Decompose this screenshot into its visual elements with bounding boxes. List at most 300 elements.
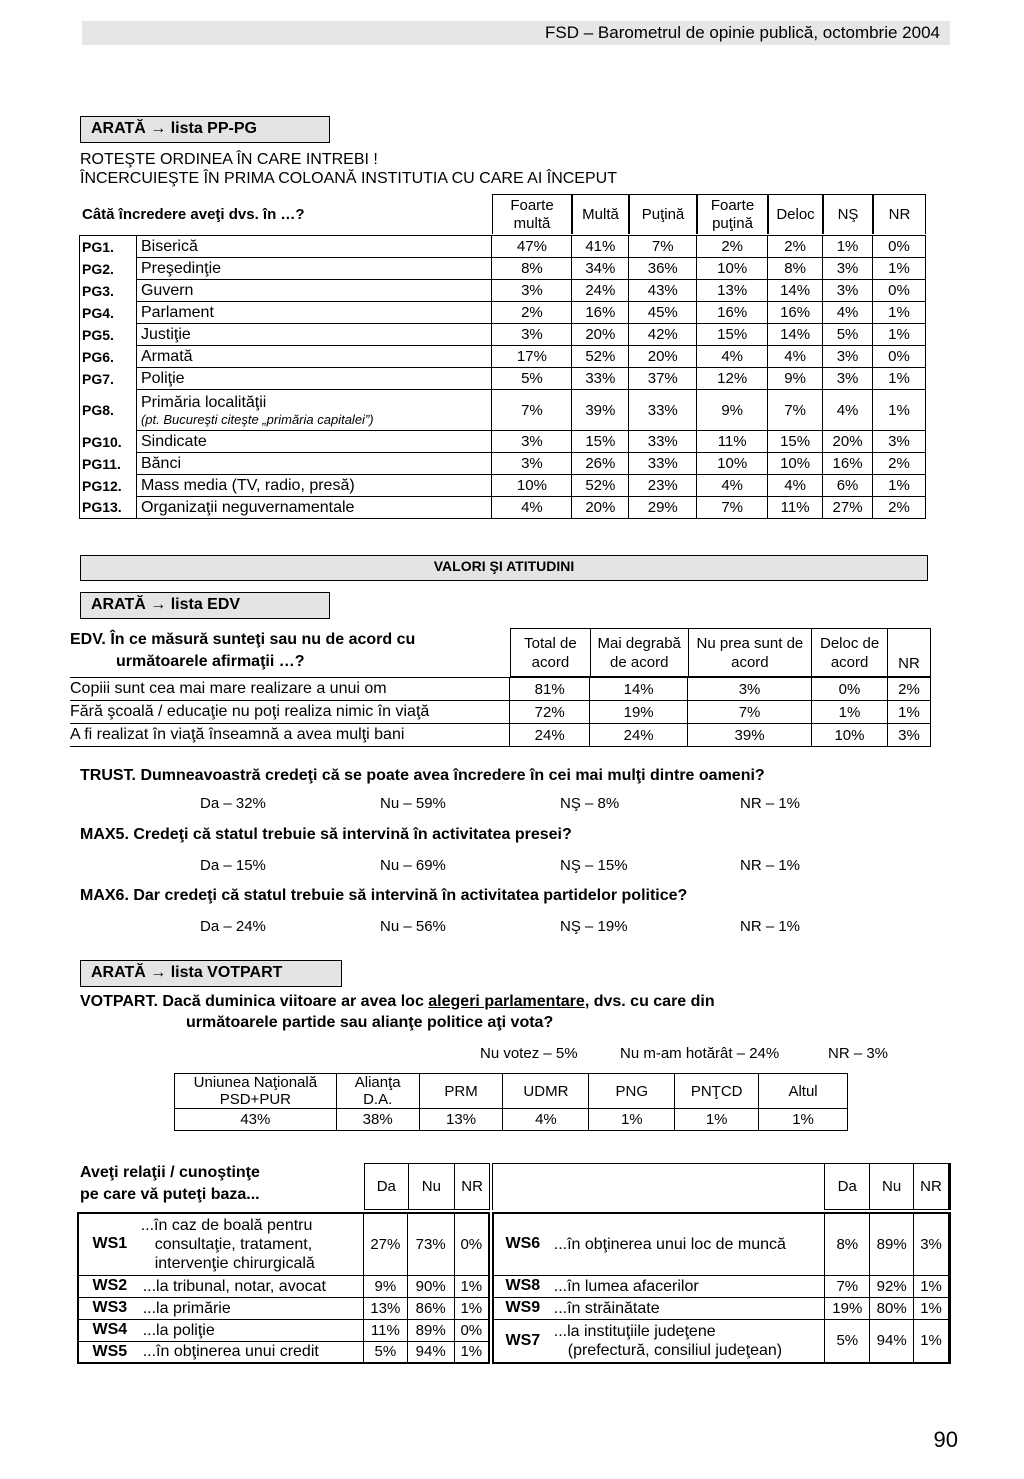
party-name <box>336 1074 419 1109</box>
pp-cell-value: 16% <box>572 302 629 324</box>
ws-cell-value: 89% <box>407 1319 454 1341</box>
edv-table-row <box>70 701 931 724</box>
ws-cell-value: 80% <box>870 1297 914 1319</box>
ws-table-row <box>78 1275 489 1297</box>
ws-row-code: WS8 <box>493 1275 552 1297</box>
edv-question-line1: EDV. În ce măsură sunteţi sau nu de acord cu <box>70 631 416 648</box>
ws-question-line2: pe care vă puteţi baza... <box>80 1186 260 1203</box>
pp-table-row <box>80 258 926 280</box>
pp-cell-value: 7% <box>697 497 768 519</box>
party-name-line1: PRM <box>444 1082 478 1100</box>
pp-row-label-text: Biserică <box>140 237 198 255</box>
votpart-question-line2: următoarele partide sau alianţe politice aţi vota? <box>186 1014 554 1031</box>
party-name-line1: PNŢCD <box>690 1082 743 1100</box>
votpart-table <box>174 1073 848 1131</box>
pp-cell-value: 2% <box>873 453 926 475</box>
pp-row-label <box>136 324 492 346</box>
pp-cell-value: 7% <box>492 390 572 431</box>
edv-col-header: Mai degrabă de acord <box>590 629 688 677</box>
edv-cell-value: 19% <box>590 701 688 724</box>
pp-cell-value: 4% <box>697 346 768 368</box>
pp-cell-value: 8% <box>768 258 823 280</box>
pp-cell-value: 23% <box>629 475 697 497</box>
max5-answer-ns: NŞ – 15% <box>560 857 628 874</box>
pp-table-row <box>80 346 926 368</box>
pp-cell-value: 1% <box>873 390 926 431</box>
edv-cell-value: 7% <box>688 701 812 724</box>
ws-cell-value: 1% <box>914 1275 950 1297</box>
ws-row-code: WS4 <box>78 1319 141 1341</box>
pp-table-row <box>80 302 926 324</box>
ws-cell-value: 7% <box>825 1275 870 1297</box>
pp-cell-value: 24% <box>572 280 629 302</box>
pp-cell-value: 12% <box>697 368 768 390</box>
pp-cell-value: 9% <box>697 390 768 431</box>
ws-row-label <box>141 1319 364 1341</box>
pp-cell-value: 3% <box>492 280 572 302</box>
pp-row-code: PG12. <box>80 475 137 497</box>
pp-row-code: PG8. <box>80 390 137 431</box>
max6-answer-nu: Nu – 56% <box>380 918 446 935</box>
pp-cell-value: 3% <box>492 453 572 475</box>
pp-cell-value: 29% <box>629 497 697 519</box>
pp-cell-value: 8% <box>492 258 572 280</box>
ws-cell-value: 5% <box>363 1341 407 1363</box>
edv-row-label: A fi realizat în viaţă înseamnă a avea mulţi bani <box>70 724 510 747</box>
ws-cell-value: 27% <box>363 1213 407 1275</box>
pp-cell-value: 3% <box>492 324 572 346</box>
party-value: 43% <box>175 1109 337 1131</box>
votpart-extra-nr: NR – 3% <box>828 1045 889 1062</box>
party-value: 38% <box>336 1109 419 1131</box>
pp-cell-value: 20% <box>823 431 873 453</box>
pp-cell-value: 3% <box>823 280 873 302</box>
ws-cell-value: 1% <box>454 1275 489 1297</box>
pp-cell-value: 0% <box>873 236 926 258</box>
pp-cell-value: 1% <box>873 258 926 280</box>
pp-cell-value: 52% <box>572 346 629 368</box>
pp-cell-value: 4% <box>697 475 768 497</box>
edv-cell-value: 24% <box>510 724 590 747</box>
edv-cell-value: 81% <box>510 678 590 701</box>
ws-row-label-line: ...la poliţie <box>142 1321 215 1339</box>
ws-row-label <box>552 1275 825 1297</box>
ws-cell-value: 89% <box>870 1213 914 1275</box>
pp-row-code: PG11. <box>80 453 137 475</box>
party-value: 1% <box>675 1109 759 1131</box>
ws-table-row <box>493 1275 950 1297</box>
ws-cell-value: 9% <box>363 1275 407 1297</box>
pp-cell-value: 15% <box>697 324 768 346</box>
ws-table-row <box>78 1319 489 1341</box>
edv-cell-value: 3% <box>688 678 812 701</box>
pp-cell-value: 1% <box>873 475 926 497</box>
edv-cell-value: 14% <box>590 678 688 701</box>
pp-table-row <box>80 390 926 431</box>
pp-cell-value: 16% <box>768 302 823 324</box>
pp-cell-value: 16% <box>697 302 768 324</box>
pp-row-label-text: Guvern <box>140 281 194 299</box>
pp-cell-value: 3% <box>823 258 873 280</box>
pp-cell-value: 4% <box>768 346 823 368</box>
max5-answer-nr: NR – 1% <box>740 857 801 874</box>
edv-col-header: Total de acord <box>511 629 591 677</box>
ws-cell-value: 1% <box>914 1319 950 1363</box>
party-name-line1: UDMR <box>523 1082 569 1100</box>
instruction-circle: ÎNCERCUIEŞTE ÎN PRIMA COLOANĂ INSTITUTIA CU CARE AI ÎNCEPUT <box>80 170 617 187</box>
ws-cell-value: 8% <box>825 1213 870 1275</box>
party-name <box>675 1074 759 1109</box>
ws-row-label <box>141 1341 364 1363</box>
ws-cell-value: 1% <box>454 1297 489 1319</box>
pp-cell-value: 13% <box>697 280 768 302</box>
pp-cell-value: 11% <box>768 497 823 519</box>
pp-cell-value: 33% <box>572 368 629 390</box>
ws-row-label <box>552 1319 825 1363</box>
edv-cell-value: 3% <box>887 724 930 747</box>
ws-cell-value: 1% <box>454 1341 489 1363</box>
pp-row-label-text: Preşedinţie <box>140 259 222 277</box>
ws-row-label <box>552 1213 825 1275</box>
ws-row-label-line: ...în caz de boală pentru <box>140 1216 313 1234</box>
max6-answer-ns: NŞ – 19% <box>560 918 628 935</box>
edv-cell-value: 10% <box>812 724 888 747</box>
trust-answer-da: Da – 32% <box>200 795 266 812</box>
ws-row-label <box>141 1213 364 1275</box>
pp-cell-value: 52% <box>572 475 629 497</box>
edv-col-header: NR <box>888 629 931 677</box>
ws-table-row <box>493 1297 950 1319</box>
party-name <box>589 1074 675 1109</box>
pp-cell-value: 33% <box>629 431 697 453</box>
ws-row-code: WS5 <box>78 1341 141 1363</box>
ws-left-col-header: Nu <box>408 1164 455 1210</box>
ws-row-label <box>552 1297 825 1319</box>
pp-cell-value: 15% <box>572 431 629 453</box>
ws-cell-value: 11% <box>363 1319 407 1341</box>
pp-cell-value: 26% <box>572 453 629 475</box>
ws-left-table <box>77 1212 490 1364</box>
pp-cell-value: 17% <box>492 346 572 368</box>
ws-right-col-header: Da <box>825 1164 870 1210</box>
ws-right-col-header: Nu <box>870 1164 914 1210</box>
pp-table-header <box>492 194 926 234</box>
pp-cell-value: 34% <box>572 258 629 280</box>
pp-table-row <box>80 280 926 302</box>
votpart-extra-nuhotarat: Nu m-am hotărât – 24% <box>620 1045 780 1062</box>
pp-col-header: Foarte puţină <box>697 194 768 234</box>
ws-left-col-header: Da <box>365 1164 409 1210</box>
max6-answer-da: Da – 24% <box>200 918 266 935</box>
pp-row-label-text: Poliţie <box>140 369 185 387</box>
pp-row-label <box>136 280 492 302</box>
document-header: FSD – Barometrul de opinie publică, octombrie 2004 <box>545 23 940 42</box>
pp-cell-value: 43% <box>629 280 697 302</box>
pp-row-code: PG10. <box>80 431 137 453</box>
ws-cell-value: 90% <box>407 1275 454 1297</box>
party-name-line2: PSD+PUR <box>219 1091 291 1108</box>
pp-table-row <box>80 368 926 390</box>
party-value: 4% <box>503 1109 589 1131</box>
pp-cell-value: 41% <box>572 236 629 258</box>
ws-row-label-line: ...la instituţiile judeţene <box>553 1322 716 1340</box>
ws-row-code: WS1 <box>78 1213 141 1275</box>
pp-cell-value: 5% <box>492 368 572 390</box>
pp-cell-value: 10% <box>697 258 768 280</box>
pp-row-code: PG1. <box>80 236 137 258</box>
max5-answer-da: Da – 15% <box>200 857 266 874</box>
pp-row-label <box>136 346 492 368</box>
ws-right-col-header: NR <box>914 1164 950 1210</box>
ws-left-col-header: NR <box>455 1164 490 1210</box>
edv-cell-value: 0% <box>812 678 888 701</box>
trust-answer-nu: Nu – 59% <box>380 795 446 812</box>
pp-cell-value: 36% <box>629 258 697 280</box>
pp-row-label <box>136 453 492 475</box>
pp-cell-value: 20% <box>629 346 697 368</box>
pp-cell-value: 7% <box>768 390 823 431</box>
edv-question-line2: următoarele afirmaţii …? <box>116 653 305 670</box>
pp-row-code: PG13. <box>80 497 137 519</box>
pp-cell-value: 33% <box>629 390 697 431</box>
pp-row-label-text: Mass media (TV, radio, presă) <box>140 476 355 494</box>
pp-cell-value: 7% <box>629 236 697 258</box>
pp-row-label-text: Organizaţii neguvernamentale <box>140 498 355 516</box>
pp-row-code: PG3. <box>80 280 137 302</box>
party-name <box>419 1074 503 1109</box>
ws-cell-value: 92% <box>870 1275 914 1297</box>
pp-cell-value: 20% <box>572 497 629 519</box>
pp-row-label-sub: (pt. Bucureşti citeşte „primăria capitalei”) <box>140 411 374 427</box>
ws-row-code: WS6 <box>493 1213 552 1275</box>
votpart-q-underlined: alegeri parlamentare <box>428 993 585 1010</box>
ws-row-label <box>141 1297 364 1319</box>
ws-row-label-line: intervenţie chirurgicală <box>154 1254 315 1272</box>
pp-question: Câtă încredere aveţi dvs. în …? <box>82 206 305 223</box>
pp-cell-value: 1% <box>873 302 926 324</box>
ws-cell-value: 94% <box>870 1319 914 1363</box>
ws-row-code: WS2 <box>78 1275 141 1297</box>
pp-row-label-text: Primăria localităţii <box>140 393 267 411</box>
pp-cell-value: 33% <box>629 453 697 475</box>
ws-row-code: WS9 <box>493 1297 552 1319</box>
pp-row-label <box>136 302 492 324</box>
pp-cell-value: 1% <box>873 324 926 346</box>
edv-table <box>70 677 931 747</box>
trust-question: TRUST. Dumneavoastră credeţi că se poate avea încredere în cei mai mulţi dintre oameni? <box>80 767 765 784</box>
party-name <box>503 1074 589 1109</box>
pp-cell-value: 1% <box>873 368 926 390</box>
votpart-q-prefix: VOTPART. Dacă duminica viitoare ar avea loc <box>80 993 429 1010</box>
page-number: 90 <box>933 1427 958 1452</box>
ws-row-label-line: ...la primărie <box>142 1299 231 1317</box>
ws-row-code: WS7 <box>493 1319 552 1363</box>
party-name <box>175 1074 337 1109</box>
ws-cell-value: 13% <box>363 1297 407 1319</box>
pp-cell-value: 10% <box>492 475 572 497</box>
instruction-rotate: ROTEŞTE ORDINEA ÎN CARE INTREBI ! <box>80 151 378 168</box>
max5-question: MAX5. Credeţi că statul trebuie să intervină în activitatea presei? <box>80 826 572 843</box>
pp-table-row <box>80 431 926 453</box>
pp-cell-value: 39% <box>572 390 629 431</box>
ws-cell-value: 86% <box>407 1297 454 1319</box>
pp-row-code: PG7. <box>80 368 137 390</box>
pp-row-label-text: Justiţie <box>140 325 191 343</box>
pp-row-code: PG4. <box>80 302 137 324</box>
ws-table-row <box>78 1213 489 1275</box>
pp-cell-value: 37% <box>629 368 697 390</box>
ws-cell-value: 73% <box>407 1213 454 1275</box>
pp-cell-value: 47% <box>492 236 572 258</box>
pp-table-row <box>80 453 926 475</box>
section-title: VALORI ŞI ATITUDINI <box>80 555 928 581</box>
ws-cell-value: 19% <box>825 1297 870 1319</box>
pp-row-code: PG6. <box>80 346 137 368</box>
pp-cell-value: 2% <box>873 497 926 519</box>
ws-row-label-line: ...în străinătate <box>553 1299 660 1317</box>
max5-answer-nu: Nu – 69% <box>380 857 446 874</box>
ws-cell-value: 0% <box>454 1213 489 1275</box>
edv-cell-value: 39% <box>688 724 812 747</box>
party-name-line1: PNG <box>615 1082 649 1100</box>
ws-right-header <box>492 1163 951 1210</box>
pp-row-label <box>136 475 492 497</box>
pp-cell-value: 4% <box>823 302 873 324</box>
pp-row-label <box>136 497 492 519</box>
pp-row-label-text: Sindicate <box>140 432 207 450</box>
party-name <box>759 1074 848 1109</box>
pp-cell-value: 9% <box>768 368 823 390</box>
edv-cell-value: 24% <box>590 724 688 747</box>
pp-cell-value: 10% <box>768 453 823 475</box>
ws-cell-value: 1% <box>914 1297 950 1319</box>
ws-cell-value: 5% <box>825 1319 870 1363</box>
edv-cell-value: 2% <box>887 678 930 701</box>
pp-col-header: NR <box>873 194 926 234</box>
ws-row-label-line: consultaţie, tratament, <box>154 1235 313 1253</box>
pp-col-header: NŞ <box>823 194 873 234</box>
pp-cell-value: 6% <box>823 475 873 497</box>
pp-cell-value: 1% <box>823 236 873 258</box>
pp-row-label <box>136 236 492 258</box>
ws-table-row <box>493 1319 950 1363</box>
pp-cell-value: 11% <box>697 431 768 453</box>
pp-col-header: Puţină <box>629 194 697 234</box>
pp-cell-value: 10% <box>697 453 768 475</box>
pp-cell-value: 20% <box>572 324 629 346</box>
max6-answer-nr: NR – 1% <box>740 918 801 935</box>
pp-row-label <box>136 258 492 280</box>
show-card-pp-pg: ARATĂ → lista PP-PG <box>80 116 330 143</box>
pp-row-label <box>136 368 492 390</box>
pp-table-row <box>80 475 926 497</box>
pp-cell-value: 4% <box>823 390 873 431</box>
edv-cell-value: 72% <box>510 701 590 724</box>
ws-row-label-line: ...la tribunal, notar, avocat <box>142 1277 326 1295</box>
pp-cell-value: 2% <box>697 236 768 258</box>
pp-cell-value: 45% <box>629 302 697 324</box>
ws-row-label-line: (prefectură, consiliul judeţean) <box>567 1341 783 1359</box>
party-name-line1: Alianţa <box>354 1074 401 1091</box>
edv-cell-value: 1% <box>887 701 930 724</box>
pp-cell-value: 14% <box>768 324 823 346</box>
show-card-votpart: ARATĂ → lista VOTPART <box>80 960 342 987</box>
pp-col-header: Deloc <box>768 194 823 234</box>
edv-table-row <box>70 724 931 747</box>
pp-cell-value: 5% <box>823 324 873 346</box>
pp-table-row <box>80 497 926 519</box>
pp-col-header: Multă <box>572 194 629 234</box>
party-name-line2: D.A. <box>363 1091 393 1108</box>
party-value: 13% <box>419 1109 503 1131</box>
trust-answer-ns: NŞ – 8% <box>560 795 620 812</box>
party-name-line1: Altul <box>788 1082 818 1100</box>
pp-row-code: PG5. <box>80 324 137 346</box>
pp-cell-value: 0% <box>873 346 926 368</box>
pp-cell-value: 2% <box>768 236 823 258</box>
ws-left-header <box>364 1163 490 1210</box>
edv-col-header: Deloc de acord <box>812 629 888 677</box>
pp-cell-value: 16% <box>823 453 873 475</box>
pp-cell-value: 0% <box>873 280 926 302</box>
pp-cell-value: 27% <box>823 497 873 519</box>
pp-cell-value: 3% <box>873 431 926 453</box>
votpart-q-suffix: , dvs. cu care din <box>584 993 715 1010</box>
ws-row-label-line: ...în lumea afacerilor <box>553 1277 699 1295</box>
ws-row-label-line: ...în obţinerea unui credit <box>142 1343 319 1361</box>
pp-table-row <box>80 324 926 346</box>
max6-question: MAX6. Dar credeţi că statul trebuie să intervină în activitatea partidelor politice? <box>80 887 688 904</box>
edv-row-label: Fără şcoală / educaţie nu poţi realiza nimic în viaţă <box>70 701 510 724</box>
edv-cell-value: 1% <box>812 701 888 724</box>
pp-cell-value: 4% <box>768 475 823 497</box>
ws-row-code: WS3 <box>78 1297 141 1319</box>
edv-row-label: Copiii sunt cea mai mare realizare a unui om <box>70 678 510 701</box>
trust-answer-nr: NR – 1% <box>740 795 801 812</box>
pp-cell-value: 42% <box>629 324 697 346</box>
edv-table-header <box>510 628 931 677</box>
pp-row-code: PG2. <box>80 258 137 280</box>
pp-row-label <box>136 390 492 431</box>
pp-cell-value: 4% <box>492 497 572 519</box>
ws-table-row <box>78 1341 489 1363</box>
pp-table <box>79 235 926 519</box>
ws-table-row <box>78 1297 489 1319</box>
pp-row-label-text: Parlament <box>140 303 214 321</box>
ws-row-label-line: ...în obţinerea unui loc de muncă <box>553 1235 786 1253</box>
pp-row-label <box>136 431 492 453</box>
pp-cell-value: 3% <box>823 346 873 368</box>
pp-cell-value: 3% <box>492 431 572 453</box>
pp-cell-value: 14% <box>768 280 823 302</box>
ws-cell-value: 0% <box>454 1319 489 1341</box>
ws-question-line1: Aveţi relaţii / cunoştinţe <box>80 1164 260 1181</box>
pp-cell-value: 3% <box>823 368 873 390</box>
pp-col-header: Foarte multă <box>492 194 572 234</box>
edv-table-row <box>70 678 931 701</box>
pp-row-label-text: Armată <box>140 347 193 365</box>
pp-table-row <box>80 236 926 258</box>
pp-cell-value: 15% <box>768 431 823 453</box>
votpart-question-line1 <box>80 993 715 1011</box>
pp-cell-value: 2% <box>492 302 572 324</box>
votpart-extra-nuvotez: Nu votez – 5% <box>480 1045 578 1062</box>
ws-right-table <box>492 1212 951 1364</box>
ws-cell-value: 3% <box>914 1213 950 1275</box>
party-value: 1% <box>589 1109 675 1131</box>
ws-row-label <box>141 1275 364 1297</box>
ws-table-row <box>493 1213 950 1275</box>
